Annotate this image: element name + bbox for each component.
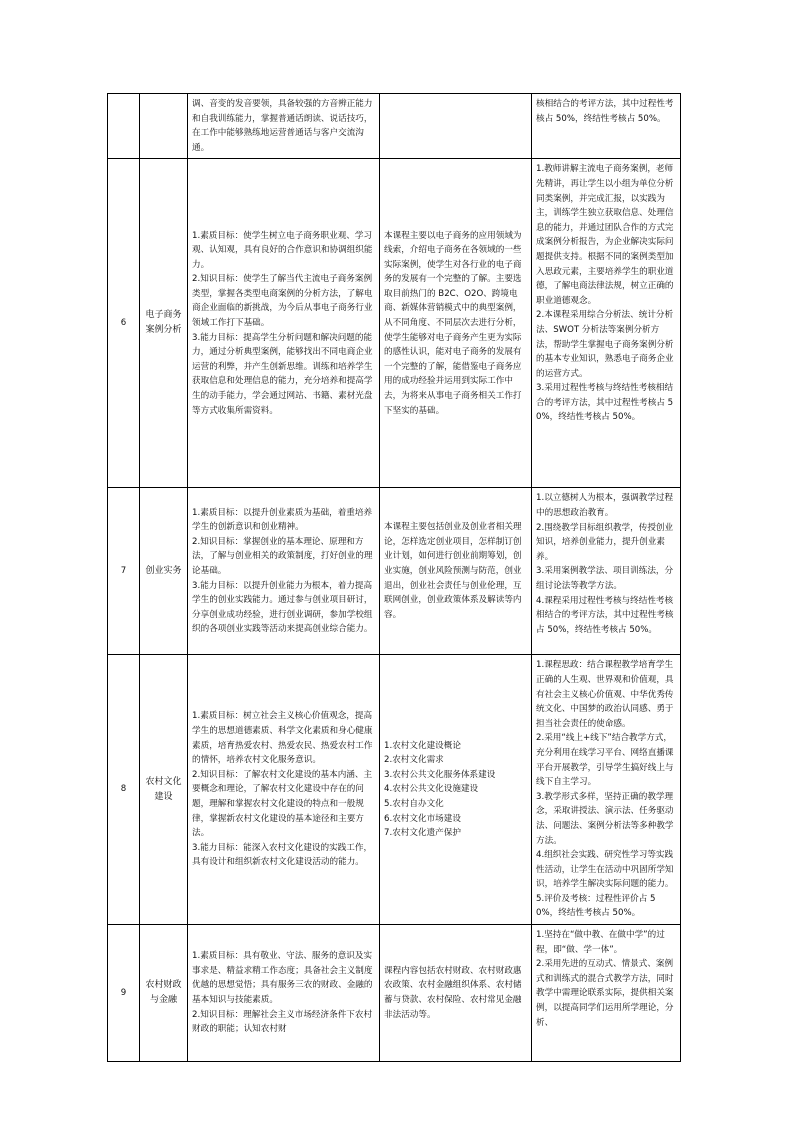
course-name: 农村财政与金融 (140, 925, 188, 1062)
course-name (140, 94, 188, 159)
course-table-body (108, 94, 681, 1062)
objective-item: 2.知识目标：使学生了解当代主流电子商务案例类型，掌握各类型电商案例的分析方法，了解电商企业面临的新挑战，为今后从事电子商务行业领域工作打下基础。 (192, 274, 373, 329)
teaching-requirements (532, 655, 681, 925)
requirement-item: 3.采用案例教学法、项目训练法，分组讨论法等教学方法。 (536, 566, 674, 591)
teaching-requirements (532, 159, 681, 488)
content-item: 3.农村公共文化服务体系建设 (384, 769, 496, 780)
course-content (380, 925, 532, 1062)
requirement-item: 核相结合的考评方法，其中过程性考核占 50%，终结性考核占 50%。 (536, 99, 674, 124)
table-row (108, 488, 681, 655)
objective-item: 1.素质目标：树立社会主义核心价值观念，提高学生的思想道德素质、科学文化素质和身心健康素质，培育热爱农村、热爱农民、热爱农村工作的情怀，培养农村文化服务意识。 (192, 711, 373, 766)
course-objectives (188, 925, 380, 1062)
objective-item: 调、音变的发音要领，具备较强的方音辨正能力和自我训练能力，掌握普通话朗读、说话技巧，在工作中能够熟练地运营普通话与客户交流沟通。 (192, 99, 373, 153)
content-item: 4.农村公共文化设施建设 (384, 784, 479, 795)
requirement-item: 2.采用“线上+线下”结合教学方式，充分利用在线学习平台、网络直播课平台开展教学，引导学生搞好线上与线下自主学习。 (536, 733, 674, 788)
objective-item: 3.能力目标：以提升创业能力为根本，着力提高学生的创业实践能力。通过参与创业项目研讨，分享创业成功经验，进行创业调研，参加学校组织的各项创业实践等活动来提高创业综合能力。 (192, 580, 373, 635)
requirement-item: 4.组织社会实践、研究性学习等实践性活动，让学生在活动中巩固所学知识，培养学生解决实际问题的能力。 (536, 850, 674, 890)
requirement-item: 2.围绕教学目标组织教学，传授创业知识，培养创业能力，提升创业素养。 (536, 522, 674, 562)
requirement-item: 5.评价及考核：过程性评价占 50%，终结性考核占 50%。 (536, 893, 656, 919)
course-content (380, 94, 532, 159)
content-item: 7.农村文化遗产保护 (384, 828, 461, 839)
course-number: 7 (108, 488, 140, 655)
objective-item: 1.素质目标：具有敬业、守法、服务的意识及实事求是、精益求精工作态度；具备社会主义制度优越的思想觉悟；具有服务三农的财政、金融的基本知识与技能素质。 (192, 951, 373, 1006)
content-item: 5.农村自办文化 (384, 799, 444, 810)
content-text: 本课程主要包括创业及创业者相关理论，怎样选定创业项目，怎样制订创业计划，如何进行创业前期筹划，创业实施，创业风险预测与防范，创业退出，创业社会责任与创业伦理，互联网创业，创业政策体系及解读等内容。 (384, 522, 522, 620)
course-number: 9 (108, 925, 140, 1062)
objective-item: 2.知识目标：了解农村文化建设的基本内涵、主要概念和理论，了解农村文化建设中存在的问题，理解和掌握农村文化建设的特点和一般规律，掌握新农村文化建设的基本途径和主要方法。 (192, 769, 373, 839)
content-item: 2.农村文化需求 (384, 755, 444, 766)
content-item: 1.农村文化建设概论 (384, 740, 461, 751)
course-name: 电子商务案例分析 (140, 159, 188, 488)
objective-item: 1.素质目标：使学生树立电子商务职业观、学习观、认知观，具有良好的合作意识和协调组织能力。 (192, 230, 373, 270)
course-content (380, 159, 532, 488)
course-content (380, 488, 532, 655)
requirement-item: 3.教学形式多样，坚持正确的教学理念，采取讲授法、演示法、任务驱动法、问题法、案例分析法等多种教学方法。 (536, 791, 674, 846)
course-name: 创业实务 (140, 488, 188, 655)
table-row (108, 655, 681, 925)
requirement-item: 1.以立德树人为根本，强调教学过程中的思想政治教育。 (536, 493, 674, 518)
content-item: 6.农村文化市场建设 (384, 813, 461, 824)
requirement-item: 2.本课程采用综合分析法、统计分析法、SWOT 分析法等案例分析方法，帮助学生掌握电子商务案例分析的基本专业知识，熟悉电子商务企业的运营方式。 (536, 310, 674, 379)
course-content (380, 655, 532, 925)
course-objectives (188, 655, 380, 925)
requirement-item: 1.教师讲解主流电子商务案例，老师先精讲，再让学生以小组为单位分析同类案例，并完成汇报，以实践为主，训练学生独立获取信息、处理信息的能力，并通过团队合作的方式完成案例分析报告，为企业解决实际问题提供支持。根据不同的案例类型加入思政元素，主要培养学生的职业道德，了解电商法律法规，树立正确的职业道德观念。 (536, 164, 674, 306)
requirement-item: 1.坚持在“做中教、在做中学”的过程，即“做、学一体”。 (536, 930, 665, 955)
objective-item: 1.素质目标：以提升创业素质为基础，着重培养学生的创新意识和创业精神。 (192, 507, 373, 533)
objective-item: 3.能力目标：能深入农村文化建设的实践工作，具有设计和组织新农村文化建设活动的能力。 (192, 842, 373, 868)
course-number (108, 94, 140, 159)
course-table (107, 93, 681, 1062)
course-objectives (188, 488, 380, 655)
teaching-requirements (532, 488, 681, 655)
objective-item: 3.能力目标：提高学生分析问题和解决问题的能力，通过分析典型案例，能够找出不同电商企业运营的利弊，并产生创新思维。训练和培养学生获取信息和处理信息的能力，充分培养和提高学生的动手能力，学会通过网站、书籍、素材光盘等方式收集所需资料。 (192, 332, 373, 416)
requirement-item: 1.课程思政：结合课程教学培育学生正确的人生观、世界观和价值观，具有社会主义核心价值观、中华优秀传统文化、中国梦的政治认同感、勇于担当社会责任的使命感。 (536, 660, 674, 729)
teaching-requirements (532, 925, 681, 1062)
course-number: 8 (108, 655, 140, 925)
objective-item: 2.知识目标：掌握创业的基本理论、原理和方法，了解与创业相关的政策制度，打好创业的理论基础。 (192, 536, 373, 577)
requirement-item: 4.课程采用过程性考核与终结性考核相结合的考评方法，其中过程性考核占 50%，终结性考核占 50%。 (536, 595, 674, 635)
table-row (108, 925, 681, 1062)
course-number: 6 (108, 159, 140, 488)
requirement-item: 3.采用过程性考核与终结性考核相结合的考评方法，其中过程性考核占 50%，终结性考核占 50%。 (536, 383, 674, 423)
course-name: 农村文化建设 (140, 655, 188, 925)
course-objectives (188, 159, 380, 488)
content-text: 本课程主要以电子商务的应用领域为线索，介绍电子商务在各领域的一些实际案例，使学生对各行业的电子商务的发展有一个完整的了解。主要选取目前热门的 B2C、O2O、跨境电商、新媒体营销模式中的典型案例，从不同角度、不同层次去进行分析，使学生能够对电子商务产生更为实际的感性认识，能对电子商务的发展有一个完整的了解，能借鉴电子商务应用的成功经验并运用到实际工作中去，为将来从事电子商务相关工作打下坚实的基础。 (384, 230, 522, 416)
course-objectives (188, 94, 380, 159)
teaching-requirements (532, 94, 681, 159)
requirement-item: 2.采用先进的互动式、情景式、案例式和训练式的混合式教学方法，同时教学中需理论联系实际，提供相关案例，以提高同学们运用所学理论，分析、 (536, 959, 674, 1028)
objective-item: 2.知识目标：理解社会主义市场经济条件下农村财政的职能；认知农村财 (192, 1009, 373, 1035)
table-row (108, 94, 681, 159)
content-text: 课程内容包括农村财政、农村财政惠农政策、农村金融组织体系、农村储蓄与贷款、农村保险、农村常见金融非法活动等。 (384, 965, 522, 1020)
table-row (108, 159, 681, 488)
